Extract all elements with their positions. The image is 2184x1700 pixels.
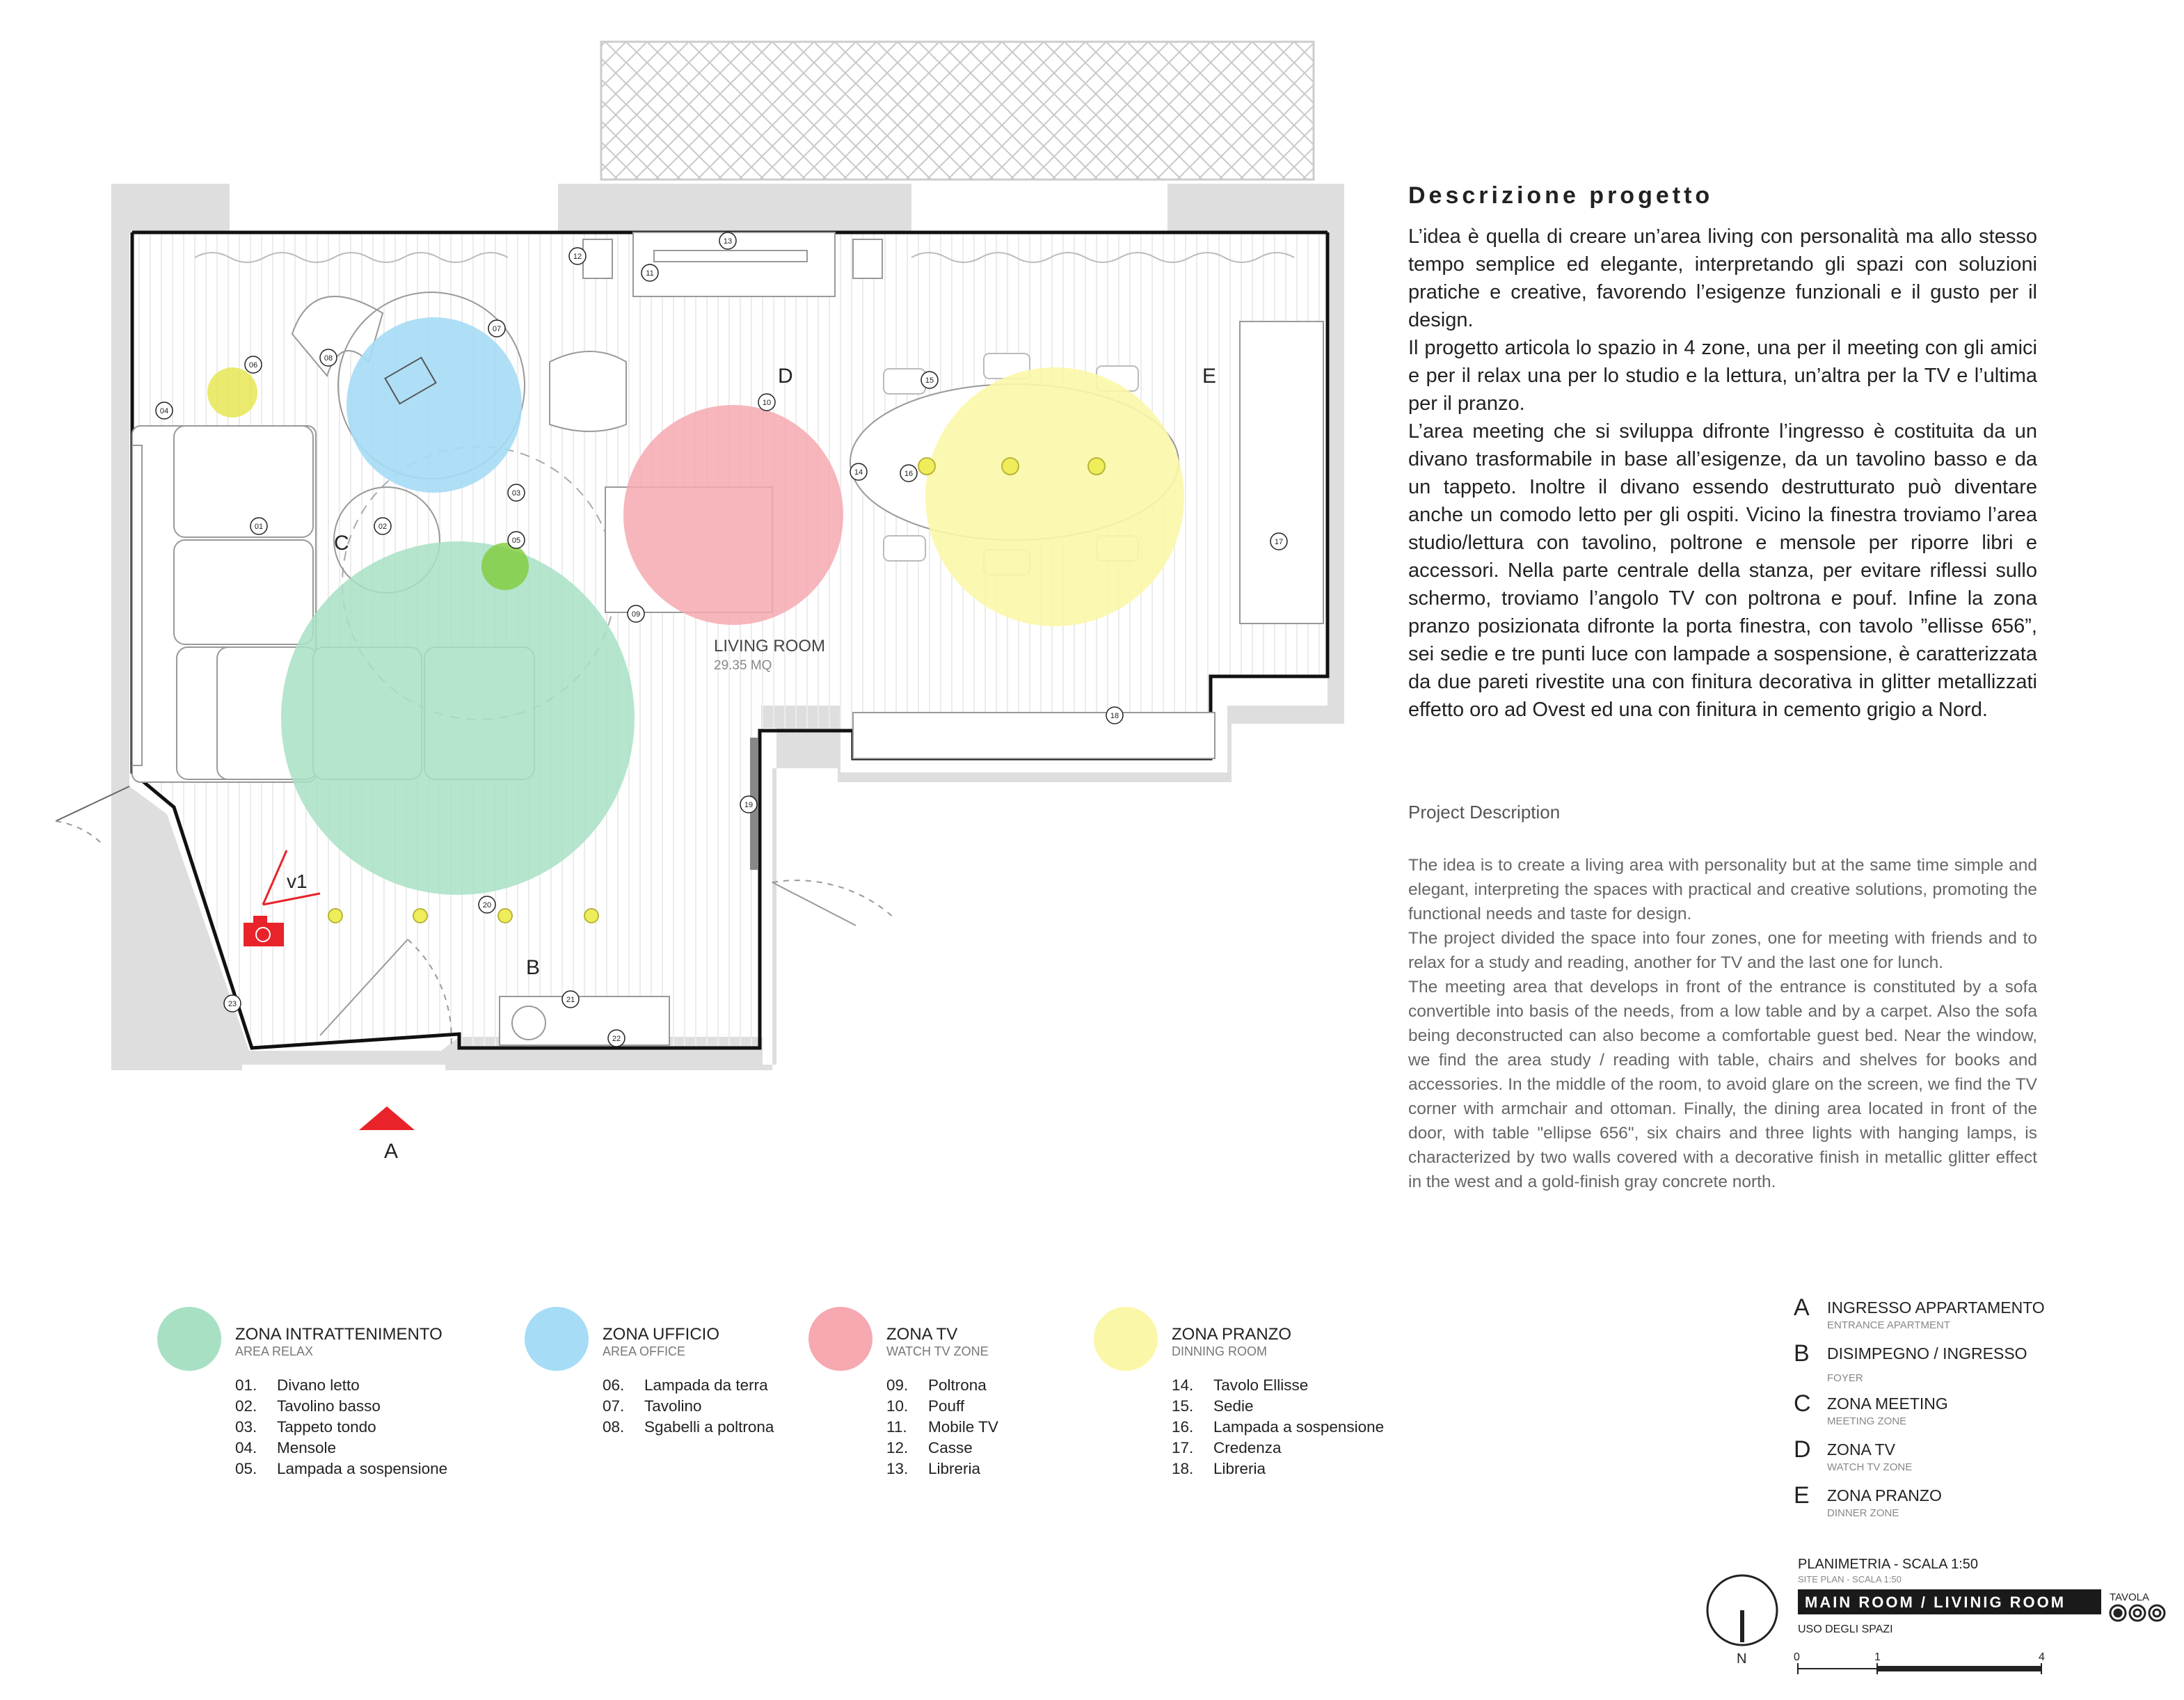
speaker-right [853,239,882,278]
callout-05 [508,532,525,548]
speaker-left [583,239,612,278]
legend-items [603,1375,774,1438]
callout-number: 17 [1274,538,1284,546]
callout-number: 07 [492,325,502,333]
callout-number: 06 [248,361,258,370]
balcony [601,42,1314,180]
callout-number: 18 [1110,712,1119,720]
wall-block-right [1167,184,1344,232]
description-it-p2: Il progetto articola lo spazio in 4 zone, una per il meeting con gli amici e per il relax una per lo studio e la lettura, un’altra per la TV e l’ultima per il pranzo. [1408,337,2037,415]
list-item: 04. Mensole [235,1439,337,1456]
list-item: 12. Casse [886,1439,973,1456]
description-title: Descrizione progetto [1408,182,1714,209]
list-item: 08. Sgabelli a poltrona [603,1418,774,1436]
callout-11 [641,264,658,281]
description-en-p3: The meeting area that develops in front of the entrance is constituted by a sofa convertible into basis of the needs, from a low table and by a carpet. Also the sofa being deconstructed can also become a comfortable guest bed. Near the window, we find the area study / reading with table, chairs and shelves for books and accessories. In the middle of the room, to avoid glare on the screen, we find the TV corner with armchair and ottoman. Finally, the dining area located in front of the door, with table "ellipse 656", six chairs and three lights with hanging lamps, is characterized by two walls covered with a decorative finish in metallic glitter effect in the west and a gold-finish gray concrete north. [1408,978,2037,1191]
zone-key-title: ZONA MEETING [1827,1395,1948,1413]
callout-08 [320,349,337,366]
zone-circle-office [346,317,522,493]
tavola-label: TAVOLA [2110,1591,2149,1603]
callout-13 [719,232,736,249]
legend-title: ZONA INTRATTENIMENTO [235,1325,443,1344]
zone-letter-c: C [334,532,349,555]
zone-key-subtitle: MEETING ZONE [1827,1415,1907,1427]
callout-17 [1270,533,1287,550]
zone-key-letter: D [1794,1436,1811,1463]
zone-letter-b: B [526,956,541,979]
callout-10 [758,394,775,411]
zone-circle-tv [623,405,843,625]
callout-number: 16 [904,470,914,478]
legend-title: ZONA PRANZO [1172,1325,1292,1344]
callout-14 [850,463,867,480]
list-item: 06. Lampada da terra [603,1376,768,1394]
floor-lamp-glow [207,367,257,418]
callout-20 [479,896,495,913]
zone-key-subtitle: ENTRANCE APARTMENT [1827,1319,1950,1331]
list-item: 02. Tavolino basso [235,1397,381,1415]
description-it-p3: L’area meeting che si sviluppa difronte l’ingresso è costituita da un divano trasformabile in base all’esigenze, da un tavolino basso e da un tappeto. Inoltre il divano essendo destrutturato può diventare anche un comodo letto per gli ospiti. Vicino la finestra troviamo l’area studio/lettura con tavolino, poltrone e mensole per riporre libri e accessori. Nella parte centrale della stanza, per evitare riflessi sullo schermo, troviamo l’angolo TV con poltrona e pouf. Infine la zona pranzo posizionata difronte la porta finestra, con tavolo ”ellisse 656”, sei sedie e tre punti luce con lampade a sospensione, è caratterizzata da due pareti rivestite una con finitura decorativa in glitter metallizzati effetto oro ad Ovest ed una con finitura in cemento grigio a Nord. [1408,420,2037,721]
zone-key-subtitle: FOYER [1827,1372,1863,1384]
callout-number: 05 [511,537,521,545]
zone-key-letter: B [1794,1340,1810,1367]
callout-01 [250,518,267,534]
list-item: 03. Tappeto tondo [235,1418,376,1436]
north-arrow-icon [1707,1575,1777,1645]
zone-key-letter: A [1794,1294,1810,1321]
legend-subtitle: AREA RELAX [235,1344,314,1358]
callout-number: 09 [631,610,641,619]
zone-circle-relax [281,541,635,895]
legend-items [886,1375,998,1479]
callout-02 [374,518,391,534]
legend-title: ZONA UFFICIO [603,1325,719,1344]
scale-bar [1798,1663,2041,1674]
callout-22 [608,1030,625,1047]
wall-block-left [114,184,230,232]
zone-letter-e: E [1202,365,1217,388]
legend-swatch [808,1307,872,1371]
callout-number: 10 [762,399,772,407]
room-label: LIVING ROOM [714,637,826,656]
pendant-lamp-glow [481,543,529,590]
zone-key-subtitle: DINNER ZONE [1827,1507,1899,1519]
description-english [1408,853,2037,1194]
zone-key-title: DISIMPEGNO / INGRESSO [1827,1344,2027,1363]
legend-title: ZONA TV [886,1325,958,1344]
legend-items [235,1375,447,1479]
callout-number: 15 [925,376,934,385]
callout-09 [628,605,644,622]
plan-subtitle: SITE PLAN - SCALA 1:50 [1798,1574,1902,1584]
sideboard [1240,321,1323,623]
callout-03 [508,484,525,501]
zone-key-title: ZONA PRANZO [1827,1486,1942,1504]
usage-label: USO DEGLI SPAZI [1798,1623,1893,1635]
scale-tick-1: 1 [1874,1651,1881,1663]
list-item: 10. Pouff [886,1397,965,1415]
legend-subtitle: AREA OFFICE [603,1344,686,1358]
wall-block-center [558,184,911,232]
callout-06 [245,356,262,373]
list-item: 14. Tavolo Ellisse [1172,1376,1309,1394]
entrance-arrow [359,1106,415,1130]
zone-key-letter: E [1794,1482,1810,1509]
callout-number: 23 [228,1000,237,1008]
callout-number: 21 [566,996,575,1004]
zone-circle-dining [925,367,1184,626]
sheet-title: MAIN ROOM / LIVINIG ROOM [1805,1594,2066,1611]
legend-items [1172,1375,1384,1479]
zone-key-letter: C [1794,1390,1811,1417]
callout-number: 13 [723,237,733,246]
armchair-tv-back [550,351,626,431]
floor-plan [0,0,1385,1183]
callout-21 [562,991,579,1008]
callout-number: 19 [744,801,754,809]
scale-tick-0: 0 [1794,1651,1800,1663]
legend-swatch [1094,1307,1158,1371]
list-item: 17. Credenza [1172,1439,1282,1456]
legend-subtitle: DINNING ROOM [1172,1344,1267,1358]
legend-subtitle: WATCH TV ZONE [886,1344,989,1358]
north-label: N [1737,1651,1747,1667]
list-item: 13. Libreria [886,1460,981,1477]
scale-tick-4: 4 [2039,1651,2045,1663]
tv-unit [654,251,807,262]
legend-swatch [157,1307,221,1371]
description-en-title: Project Description [1408,802,1561,823]
list-item: 15. Sedie [1172,1397,1254,1415]
callout-16 [900,465,917,482]
zone-letter-d: D [778,365,793,388]
bookshelf [853,713,1215,758]
description-en-p2: The project divided the space into four zones, one for meeting with friends and to relax for a study and reading, another for TV and the last one for lunch. [1408,929,2037,972]
callout-23 [224,995,241,1012]
callout-19 [740,796,757,813]
list-item: 09. Poltrona [886,1376,987,1394]
list-item: 07. Tavolino [603,1397,702,1415]
description-italian [1408,223,2037,724]
callout-number: 11 [646,269,654,278]
list-item: 16. Lampada a sospensione [1172,1418,1385,1436]
tavola-circles-icon [2110,1605,2165,1621]
zone-key-subtitle: WATCH TV ZONE [1827,1461,1913,1473]
list-item: 01. Divano letto [235,1376,360,1394]
title-block [1698,1552,2184,1700]
camera-label: v1 [287,871,308,892]
callout-number: 20 [482,901,492,909]
zone-key-title: INGRESSO APPARTAMENTO [1827,1298,2045,1317]
callout-number: 03 [511,489,521,498]
plan-title: PLANIMETRIA - SCALA 1:50 [1798,1557,1978,1572]
room-area: 29.35 MQ [714,658,772,673]
callout-number: 02 [378,523,388,531]
callout-number: 22 [612,1035,621,1043]
callout-number: 04 [159,407,169,415]
callout-04 [156,402,173,419]
callout-07 [488,320,505,337]
zone-letter-a: A [384,1140,399,1163]
callout-15 [921,372,938,388]
callout-number: 01 [254,523,264,531]
callout-number: 14 [854,468,863,477]
list-item: 11. Mobile TV [886,1418,998,1436]
callout-18 [1106,707,1123,724]
callout-number: 08 [324,354,333,363]
description-en-p1: The idea is to create a living area with personality but at the same time simple and elegant, interpreting the spaces with practical and creative solutions, promoting the functional needs and taste for design. [1408,856,2037,923]
callout-12 [569,248,586,264]
list-item: 18. Libreria [1172,1460,1266,1477]
zone-key-title: ZONA TV [1827,1440,1895,1459]
callout-number: 12 [573,253,582,261]
list-item: 05. Lampada a sospensione [235,1460,448,1477]
legend-swatch [525,1307,589,1371]
description-it-p1: L’idea è quella di creare un’area living con personalità ma allo stesso tempo semplice ed elegante, interpretando gli spazi con soluzioni pratiche e creative, favorendo l’esigenze funzionali e il gusto per il design. [1408,225,2037,331]
shelves [132,445,142,765]
